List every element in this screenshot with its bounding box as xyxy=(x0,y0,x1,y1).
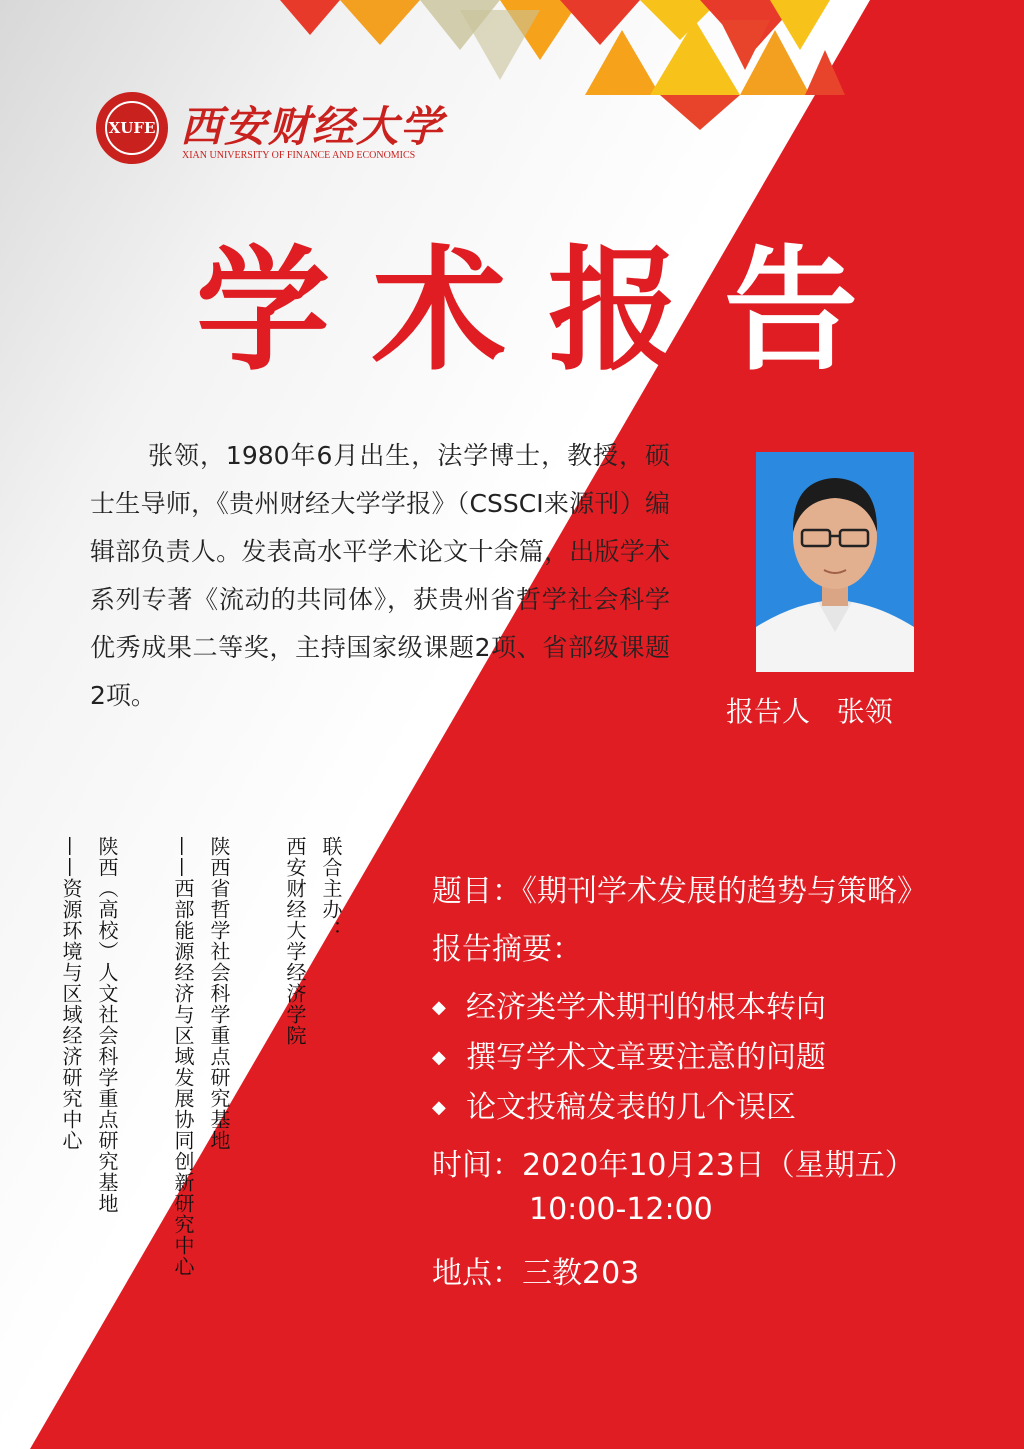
talk-time: 时间：2020年10月23日（星期五） xyxy=(432,1148,915,1183)
abstract-point-text: 论文投稿发表的几个误区 xyxy=(466,1090,796,1125)
abstract-label: 报告摘要： xyxy=(432,932,582,967)
talk-time-range: 10:00-12:00 xyxy=(529,1192,713,1227)
abstract-point-text: 经济类学术期刊的根本转向 xyxy=(466,990,826,1025)
abstract-point xyxy=(432,1032,826,1076)
reporter-label: 报告人 xyxy=(726,695,811,728)
organizer-item: 陕西省哲学社会科学重点研究基地 xyxy=(207,836,231,1151)
diamond-icon: ◆ xyxy=(432,1097,446,1118)
talk-place: 地点：三教203 xyxy=(432,1256,640,1291)
title-char-3: 报 xyxy=(548,233,683,389)
seal-text: XUFE xyxy=(105,101,159,155)
organizer-label: 联合主办： xyxy=(319,836,343,941)
organizer-item: ——西部能源经济与区域发展协同创新研究中心 xyxy=(171,836,195,1277)
organizer-item: 西安财经大学经济学院 xyxy=(283,836,307,1046)
title-char-1: 学 xyxy=(196,233,331,389)
university-name-en: XIAN UNIVERSITY OF FINANCE AND ECONOMICS xyxy=(182,150,416,161)
organizer-item: 陕西（高校）人文社会科学重点研究基地 xyxy=(95,836,119,1214)
diamond-icon: ◆ xyxy=(432,1047,446,1068)
abstract-point xyxy=(432,1082,796,1126)
university-name-cn: 西安财经大学 xyxy=(180,102,445,151)
abstract-point-text: 撰写学术文章要注意的问题 xyxy=(466,1040,826,1075)
title-char-4: 告 xyxy=(724,233,859,389)
organizer-item: ——资源环境与区域经济研究中心 xyxy=(59,836,83,1151)
diamond-icon: ◆ xyxy=(432,997,446,1018)
title-char-2: 术 xyxy=(372,233,507,389)
reporter-name: 张领 xyxy=(836,695,893,728)
speaker-photo xyxy=(756,452,914,672)
abstract-point xyxy=(432,982,826,1026)
university-seal xyxy=(96,92,168,164)
university-logo xyxy=(96,90,456,170)
talk-topic: 题目：《期刊学术发展的趋势与策略》 xyxy=(432,874,927,909)
poster-title xyxy=(0,233,1024,389)
speaker-portrait-icon xyxy=(756,452,914,672)
reporter-caption xyxy=(726,690,893,730)
speaker-bio: 张领，1980年6月出生，法学博士，教授，硕士生导师，《贵州财经大学学报》（CSSCI来源刊）编辑部负责人。发表高水平学术论文十余篇，出版学术系列专著《流动的共同体》，获贵州省哲学社会科学优秀成果二等奖，主持国家级课题2项、省部级课题2项。 xyxy=(90,441,670,710)
